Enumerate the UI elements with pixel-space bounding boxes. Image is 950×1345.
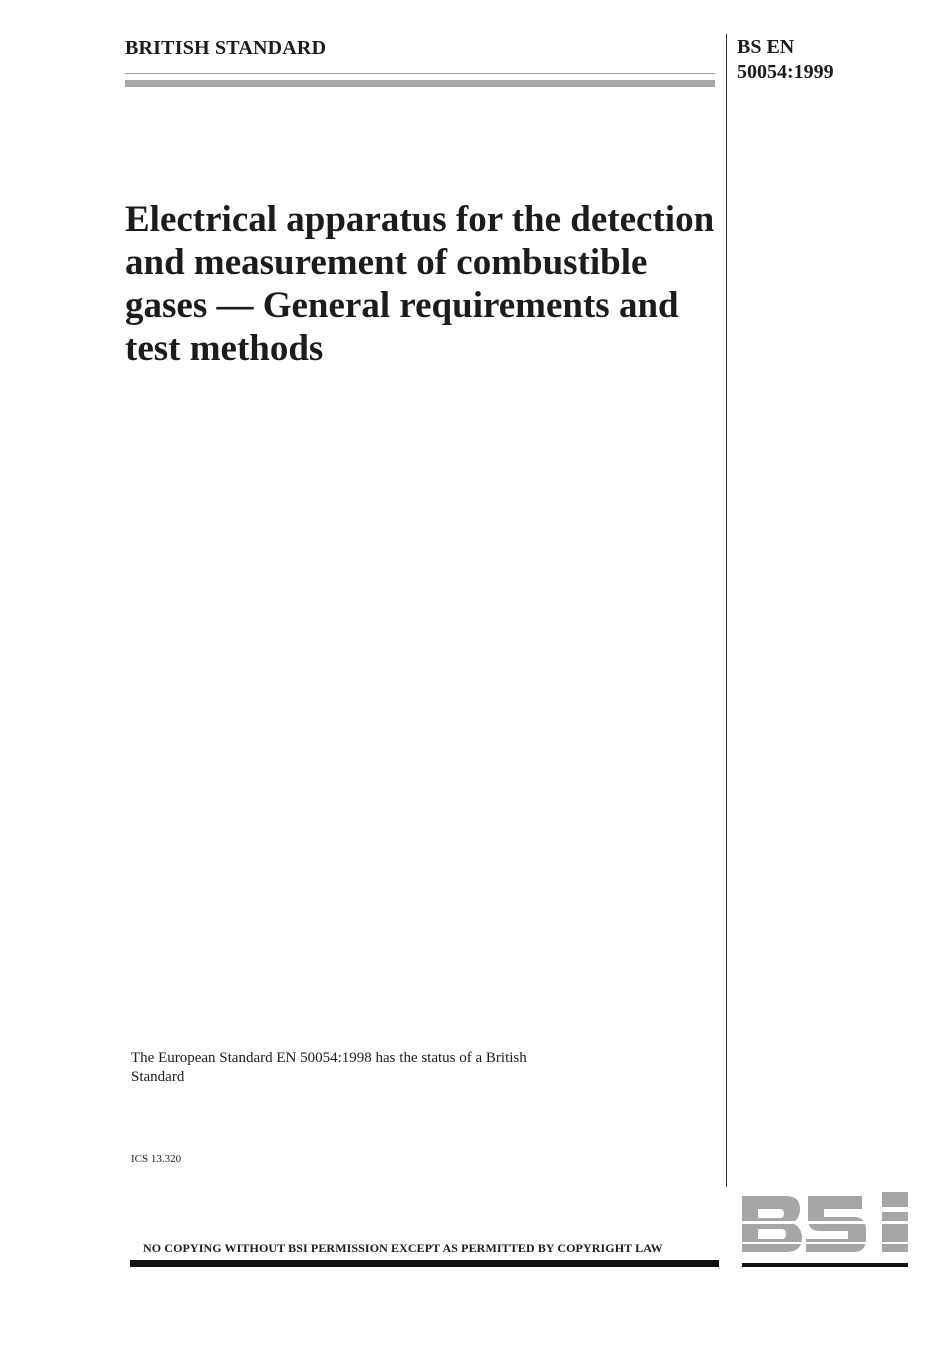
bsi-logo-text: BSI [742, 1179, 767, 1196]
header-thick-rule [125, 80, 715, 87]
standard-number-line2: 50054:1999 [737, 61, 834, 83]
ics-code: ICS 13.320 [131, 1153, 182, 1165]
bsi-logo-underline [742, 1263, 908, 1267]
footer-rule [130, 1260, 719, 1267]
copyright-notice: NO COPYING WITHOUT BSI PERMISSION EXCEPT AS PERMITTED BY COPYRIGHT LAW [143, 1241, 663, 1255]
bsi-logo [742, 1179, 908, 1261]
status-note: The European Standard EN 50054:1998 has the status of a British Standard [131, 1050, 527, 1085]
standard-number-line1: BS EN [737, 36, 795, 58]
standard-number [737, 35, 834, 85]
document-title: Electrical apparatus for the detection and measurement of combustible gases — General requirements and test methods [125, 199, 715, 369]
vertical-divider [726, 34, 727, 1187]
header-thin-rule [125, 73, 715, 74]
header-label: BRITISH STANDARD [125, 37, 327, 59]
